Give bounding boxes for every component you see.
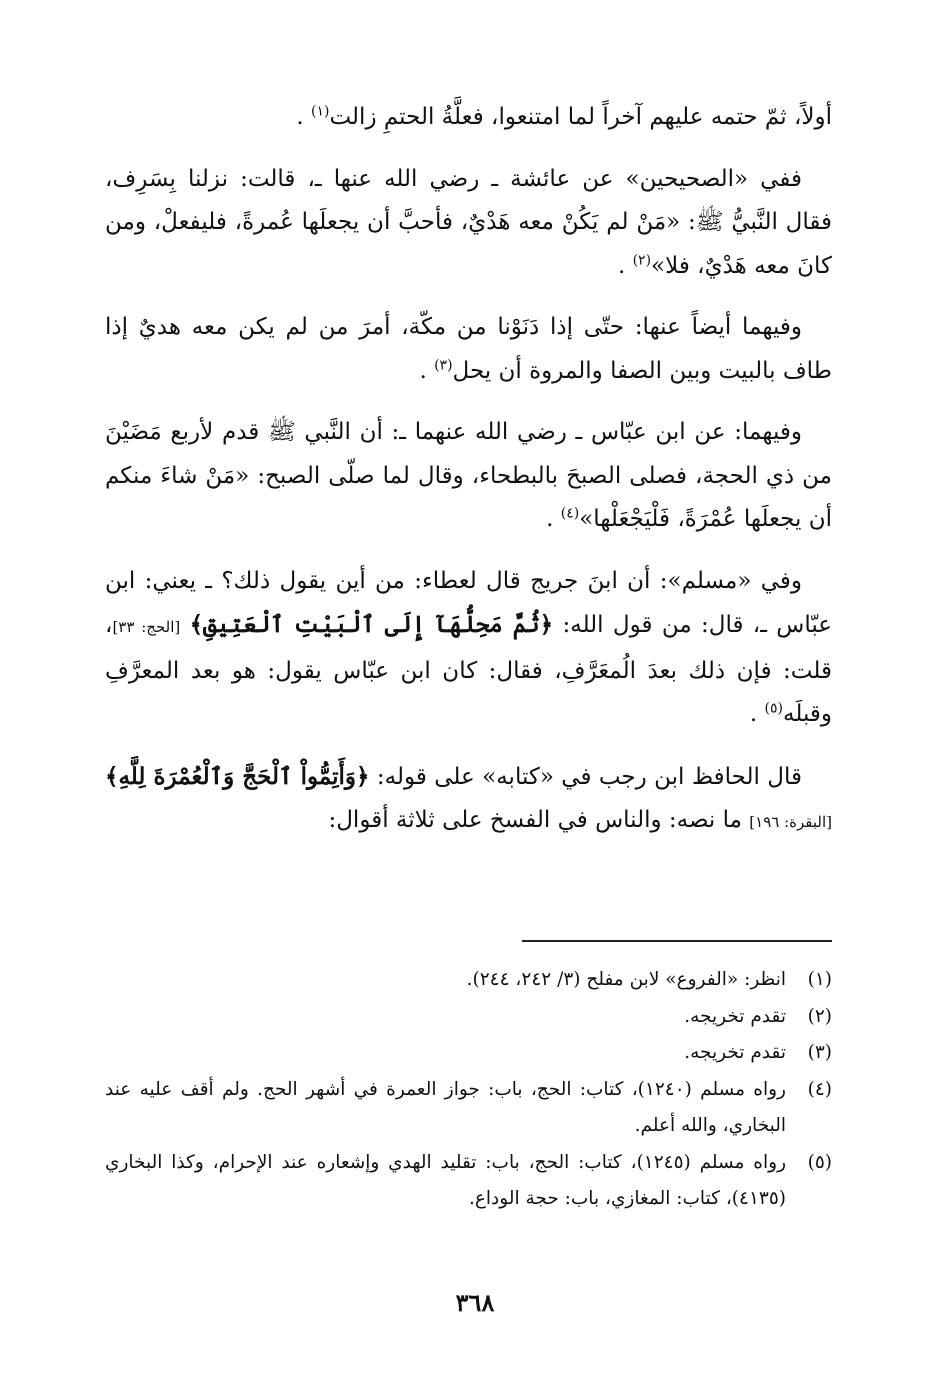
paragraph-6 <box>105 755 832 845</box>
footnote-number: (٢) <box>807 1005 832 1027</box>
footnote-number: (٣) <box>807 1042 832 1063</box>
paragraph-2 <box>105 158 832 289</box>
paragraph-3 <box>105 306 832 393</box>
footnote <box>105 999 832 1036</box>
footnote-marker: (٢) <box>632 251 652 268</box>
footnote-separator <box>522 940 832 942</box>
footnote <box>105 1145 832 1218</box>
footnotes <box>105 962 832 1218</box>
footnote-text: رواه مسلم (١٢٤٠)، كتاب: الحج، باب: جواز العمرة في أشهر الحج. ولم أقف عليه عند البخاري، والله أعلم. <box>105 1078 786 1136</box>
footnote-text: رواه مسلم (١٢٤٥)، كتاب: الحج، باب: تقليد الهدي وإشعاره عند الإحرام، وكذا البخاري (٤١٣٥)، كتاب: المغازي، باب: حجة الوداع. <box>105 1151 786 1209</box>
paragraph-text: وفي «مسلم»: أن ابنَ جريج قال لعطاء: من أين يقول ذلك؟ ـ يعني: ابن عبّاس ـ، قال: من قول الله: <box>105 567 833 638</box>
footnote <box>105 1035 832 1072</box>
paragraph-end: . <box>617 252 626 279</box>
paragraph-end: . <box>296 104 304 130</box>
footnote-number: (٤) <box>807 1078 832 1100</box>
paragraph-4 <box>105 411 832 542</box>
verse-reference: [الحج: ٣٣] <box>112 618 181 636</box>
footnote <box>105 962 832 999</box>
footnote-marker: (٤) <box>560 505 580 522</box>
paragraph-end: . <box>749 701 758 727</box>
quran-verse: ﴿ثُمَّ مَحِلُّهَآ إِلَى ٱلْبَيْتِ ٱلْعَتِيقِ﴾ <box>189 611 554 638</box>
verse-reference: [البقرة: ١٩٦] <box>749 813 832 831</box>
paragraph-text: وفيهما أيضاً عنها: حتّى إذا دَنَوْنا من مكّة، أمرَ من لم يكن معه هديٌ إذا طاف بالبيت وبين الصفا والمروة أن يحل <box>105 314 832 384</box>
main-text <box>105 96 832 845</box>
footnote-number: (٥) <box>807 1151 832 1173</box>
paragraph-text: ما نصه: والناس في الفسخ على ثلاثة أقوال: <box>328 807 742 833</box>
paragraph-text: قال الحافظ ابن رجب في «كتابه» على قوله: <box>376 763 802 790</box>
footnote-marker: (٣) <box>434 356 453 373</box>
paragraph-1 <box>105 96 832 140</box>
paragraph-text: وفيهما: عن ابن عبّاس ـ رضي الله عنهما ـ: أن النَّبي ﷺ قدم لأربع مَضَيْنَ من ذي الحجة، فصلى الصبحَ بالبطحاء، وقال لما صلّى الصبح: «مَنْ شاءَ منكم أن يجعلَها عُمْرَةً، فَلْيَجْعَلْها» <box>105 419 832 532</box>
paragraph-end: . <box>419 357 427 384</box>
quran-verse: ﴿وَأَتِمُّواْ ٱلْحَجَّ وَٱلْعُمْرَةَ لِلَّهِ﴾ <box>105 762 370 790</box>
page-number: ٣٦٨ <box>455 1288 495 1317</box>
paragraph-text: ، قلت: فإن ذلك بعدَ الُمعَرَّفِ، فقال: كان ابن عبّاس يقول: هو بعد المعرَّفِ وقبلَه <box>105 612 832 727</box>
footnote-text: تقدم تخريجه. <box>684 1042 786 1063</box>
paragraph-5 <box>105 560 832 737</box>
footnote-text: تقدم تخريجه. <box>684 1005 786 1027</box>
footnote-marker: (١) <box>311 103 330 120</box>
paragraph-text: ففي «الصحيحين» عن عائشة ـ رضي الله عنها ـ، قالت: نزلنا بِسَرِف، فقال النَّبيُّ ﷺ: «مَنْ لم يَكُنْ معه هَدْيٌ، فأحبَّ أن يجعلَها عُمرةً، فليفعلْ، ومن كانَ معه هَدْيٌ، فلا» <box>105 165 832 279</box>
footnote-text: انظر: «الفروع» لابن مفلح (٣/ ٢٤٢، ٢٤٤). <box>466 969 786 990</box>
footnote-marker: (٥) <box>764 700 783 717</box>
footnote <box>105 1072 832 1145</box>
footnote-number: (١) <box>807 969 832 990</box>
paragraph-end: . <box>546 506 554 532</box>
paragraph-text: أولاً، ثمّ حتمه عليهم آخراً لما امتنعوا، فعلَّةُ الحتمِ زالت <box>329 104 832 130</box>
